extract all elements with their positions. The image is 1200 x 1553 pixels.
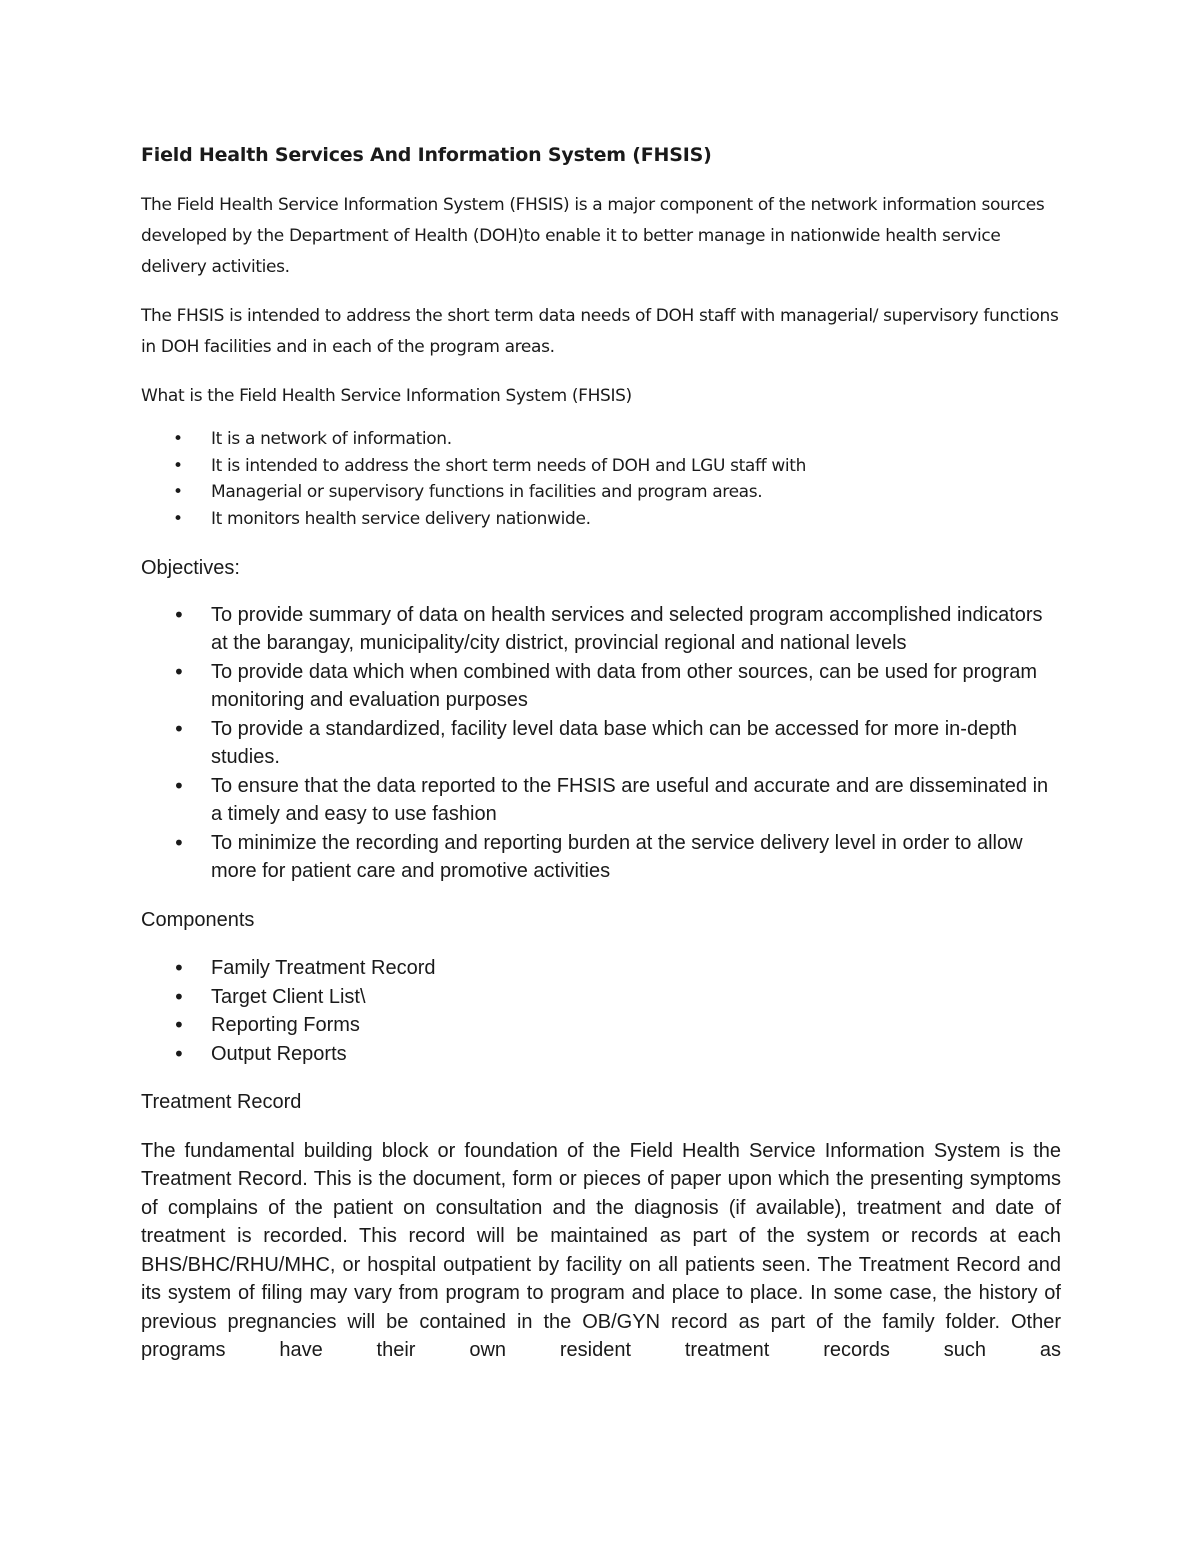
list-item: • Managerial or supervisory functions in facilities and program areas. bbox=[141, 479, 1061, 506]
what-is-list bbox=[141, 426, 1061, 532]
components-heading: Components bbox=[141, 908, 255, 931]
bullet-icon: • bbox=[173, 659, 185, 684]
list-item: • To provide data which when combined with data from other sources, can be used for program monitoring and evaluation purposes bbox=[173, 659, 1037, 711]
list-item: • To provide a standardized, facility level data base which can be accessed for more in-depth studies. bbox=[173, 716, 1018, 768]
bullet-icon: • bbox=[173, 508, 183, 529]
bullet-icon: • bbox=[173, 1013, 185, 1037]
bullet-icon: • bbox=[173, 455, 183, 476]
document-title: Field Health Services And Information System (FHSIS) bbox=[141, 144, 712, 166]
list-item: • Target Client List\ bbox=[141, 983, 1061, 1012]
list-item: • It monitors health service delivery nationwide. bbox=[141, 506, 1061, 533]
list-item: • Reporting Forms bbox=[141, 1011, 1061, 1040]
bullet-icon: • bbox=[173, 429, 183, 449]
objectives-heading: Objectives: bbox=[141, 557, 240, 579]
document-page bbox=[141, 138, 1061, 1365]
treatment-heading: Treatment Record bbox=[141, 1091, 302, 1113]
list-item: • Output Reports bbox=[141, 1040, 1061, 1069]
list-item: • To minimize the recording and reporting burden at the service delivery level in order to allow more for patient care and promotive activities bbox=[173, 830, 1023, 882]
bullet-icon: • bbox=[173, 716, 185, 741]
bullet-icon: • bbox=[173, 602, 185, 627]
what-is-heading: What is the Field Health Service Information System (FHSIS) bbox=[141, 386, 632, 406]
bullet-icon: • bbox=[173, 1041, 185, 1066]
components-list bbox=[141, 954, 1061, 1068]
treatment-paragraph: The fundamental building block or foundation of the Field Health Service Information System is the Treatment Record. This is the document, form or pieces of paper upon which the presenting symptoms of complains of the patient on consultation and the diagnosis (if available), treatment and date of treatment is recorded. This record will be maintained as part of the system or records at each BHS/BHC/RHU/MHC, or hospital outpatient by facility on all patients seen. The Treatment Record and its system of filing may vary from program to program and place to place. In some case, the history of previous pregnancies will be contained in the OB/GYN record as part of the family folder. Other programs have their own resident treatment records such as bbox=[141, 1139, 1061, 1361]
list-item: • It is intended to address the short term needs of DOH and LGU staff with bbox=[141, 453, 1061, 480]
intro-paragraph-2: The FHSIS is intended to address the short term data needs of DOH staff with managerial/ supervisory functions in DOH facilities and in each of the program areas. bbox=[141, 306, 1059, 357]
intro-paragraph-1: The Field Health Service Information System (FHSIS) is a major component of the network information sources developed by the Department of Health (DOH)to enable it to better manage in nationwide health service delivery activities. bbox=[141, 195, 1045, 277]
list-item: • To provide summary of data on health services and selected program accomplished indicators at the barangay, municipality/city district, provincial regional and national levels bbox=[173, 602, 1043, 654]
list-item: • It is a network of information. bbox=[141, 426, 1061, 453]
objectives-list bbox=[141, 601, 1061, 886]
bullet-icon: • bbox=[173, 482, 183, 502]
bullet-icon: • bbox=[173, 773, 185, 798]
bullet-icon: • bbox=[173, 830, 185, 855]
bullet-icon: • bbox=[173, 956, 185, 980]
bullet-icon: • bbox=[173, 984, 185, 1009]
list-item: • Family Treatment Record bbox=[141, 954, 1061, 983]
list-item: • To ensure that the data reported to the FHSIS are useful and accurate and are disseminated in a timely and easy to use fashion bbox=[173, 773, 1049, 825]
